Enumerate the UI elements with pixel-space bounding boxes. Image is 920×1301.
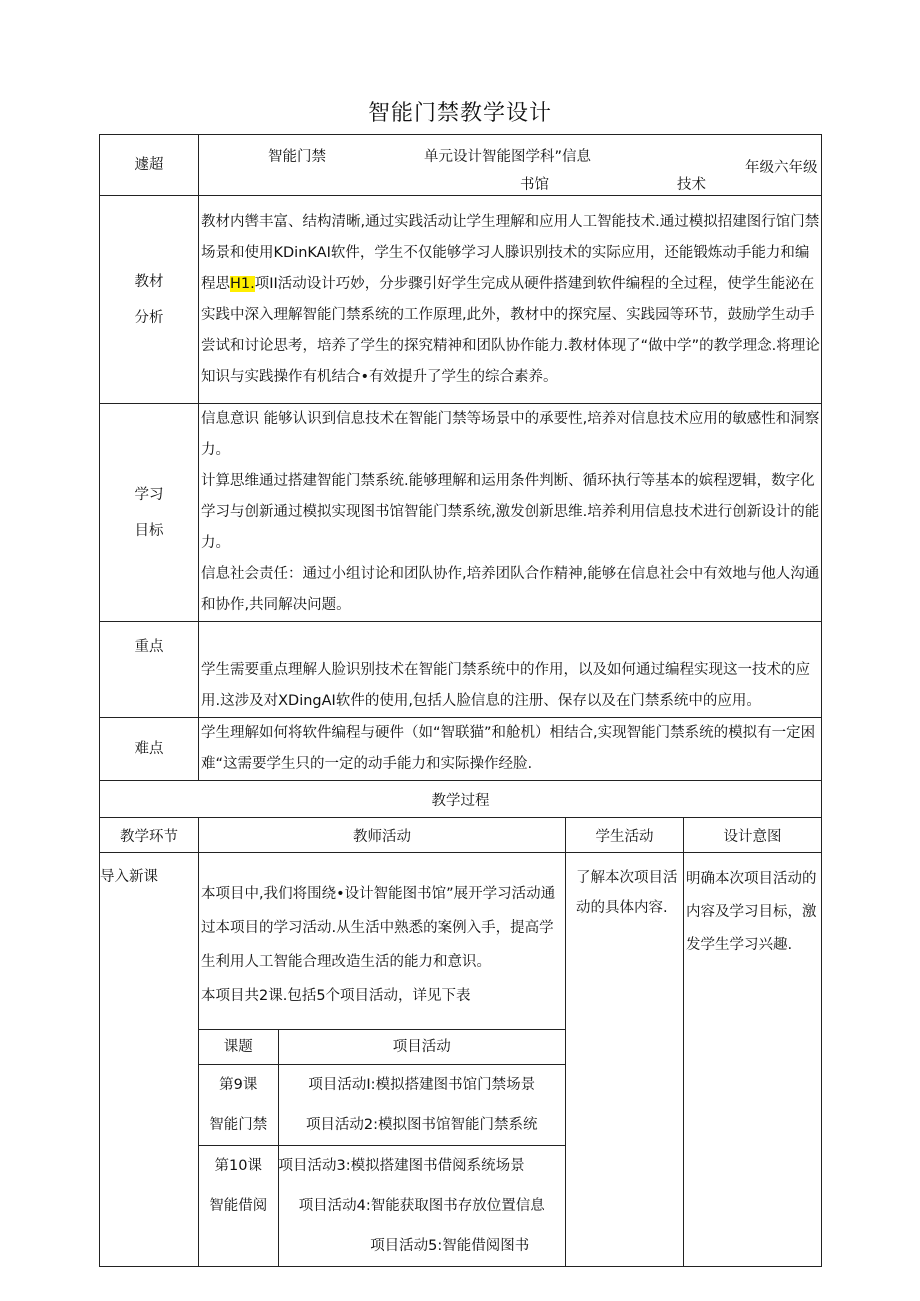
learning-goals-label xyxy=(100,404,199,622)
difficulty-text: 学生理解如何将软件编程与硬件（如“智联猫”和舱机）相结合,实现智能门禁系统的模拟有一定困难“这需要学生只的一定的动手能力和实际操作经脸. xyxy=(199,718,822,781)
col-activity: 项目活动 xyxy=(278,1030,565,1065)
document-title: 智能门禁教学设计 xyxy=(367,101,552,126)
lesson9-number: 第9课 xyxy=(219,1077,258,1093)
activity-1: 项目活动I:模拟搭建图书馆门禁场景 xyxy=(308,1077,536,1093)
goal-information-awareness: 信息意识 能够认识到信息技术在智能门禁等场景中的承要性,培养对信息技术应用的敏感性和洞察力。 xyxy=(201,411,820,458)
material-text-part1: 教材内辔丰富、结构清晰,通过实践活动让学生理解和应用人工智能技术.通过模拟招建图行馆门禁场景和使用KDinKAI软件，学生不仅能够学习人滕识别技术的实际应用，还能锻炼动手能力和编程思 xyxy=(201,213,820,292)
activity-2: 项目活动2:模拟图书馆智能门禁系统 xyxy=(305,1117,538,1133)
col-intent: 设计意图 xyxy=(684,818,822,853)
material-label-line2: 分析 xyxy=(134,309,164,326)
col-stage: 教学环节 xyxy=(100,818,199,853)
material-analysis-row xyxy=(100,196,822,404)
goal-computational-thinking: 计算思维通过搭建智能门禁系统.能够理解和运用条件判断、循环执行等基本的嫔程逻辑，数字化学习与创新通过模拟实现图书馆智能门禁系统,激发创新思维.培养利用信息技术进行创新设计的能力。 xyxy=(201,473,820,551)
info-label: 遽超 xyxy=(100,135,199,196)
lesson9-activities xyxy=(278,1065,565,1146)
student-activity: 了解本次项目活动的具体内容. xyxy=(566,853,684,1267)
lesson10-row xyxy=(199,1146,565,1267)
teacher-activity xyxy=(199,853,566,1267)
material-analysis-text xyxy=(199,196,822,404)
activity-5: 项目活动5:智能借阅图书 xyxy=(370,1238,530,1254)
intro-row xyxy=(100,853,822,1267)
col-teacher: 教师活动 xyxy=(199,818,566,853)
difficulty-row xyxy=(100,718,822,781)
lesson9-row xyxy=(199,1065,565,1146)
material-label-line1: 教材 xyxy=(134,273,164,290)
lesson10-title: 智能借阅 xyxy=(209,1198,268,1214)
process-title: 教学过程 xyxy=(100,781,822,818)
teacher-text-p2: 本项目共2课.包括5个项目活动，详见下表 xyxy=(201,988,471,1004)
grade: 年级六年级 xyxy=(745,160,818,176)
activity-table-header xyxy=(199,1030,565,1065)
highlighted-text: H1. xyxy=(230,275,255,292)
key-point-row xyxy=(100,622,822,718)
subject: 技术 xyxy=(677,177,706,193)
lesson10-activities xyxy=(278,1146,565,1267)
lesson10-number: 第10课 xyxy=(214,1158,262,1174)
material-text-part2: 项II活动设计巧妙，分步骤引好学生完成从硬件搭建到软件编程的全过程，使学生能泌在实践中深入理解智能门禁系统的工作原理,此外，教材中的探究屋、实践园等环节，鼓励学生动手尝试和讨论思考，培养了学生的探究精神和团队协作能力.教材体现了“做中学”的教学理念.将理论知识与实践操作有机结合•有效提升了学生的综合素养。 xyxy=(201,275,820,385)
col-lesson: 课题 xyxy=(199,1030,278,1065)
key-point-text: 学生需要重点理解人脸识别技术在智能门禁系统中的作用，以及如何通过编程实现这一技术的应用.这涉及对XDingAI软件的使用,包括人脸信息的注册、保存以及在门禁系统中的应用。 xyxy=(199,622,822,718)
course-name: 智能门禁 xyxy=(268,149,326,165)
activity-table xyxy=(199,1029,565,1266)
goal-social-responsibility: 信息社会责任：通过小组讨论和团队协作,培养团队合作精神,能够在信息社会中有效地与他人沟通和协作,共同解决问题。 xyxy=(201,566,820,613)
goals-label-line1: 学习 xyxy=(134,486,164,503)
learning-goals-text xyxy=(199,404,822,622)
material-analysis-label xyxy=(100,196,199,404)
process-header-row xyxy=(100,818,822,853)
info-row xyxy=(100,135,822,196)
lesson9-title: 智能门禁 xyxy=(209,1117,268,1133)
stage-intro: 导入新课 xyxy=(100,853,199,1267)
goals-label-line2: 目标 xyxy=(134,522,164,539)
design-intent: 明确本次项目活动的内容及学习目标，激发学生学习兴趣. xyxy=(684,853,822,1267)
lesson-plan-table xyxy=(99,134,822,1267)
lesson10-cell xyxy=(199,1146,278,1267)
process-title-row xyxy=(100,781,822,818)
unit-design: 单元设计智能图学科”信息 xyxy=(424,149,592,165)
difficulty-label: 难点 xyxy=(100,718,199,781)
key-point-label: 重点 xyxy=(100,622,199,718)
learning-goals-row xyxy=(100,404,822,622)
activity-3: 项目活动3:模拟搭建图书借阅系统场景 xyxy=(278,1158,525,1174)
unit-design-line2: 书馆 xyxy=(520,177,549,193)
lesson9-cell xyxy=(199,1065,278,1146)
col-student: 学生活动 xyxy=(566,818,684,853)
info-cell xyxy=(199,135,822,196)
activity-4: 项目活动4:智能获取图书存放位置信息 xyxy=(298,1198,545,1214)
teacher-text-p1: 本项目中,我们将围绕•设计智能图书馆”展开学习活动通过本项目的学习活动.从生活中熟悉的案例入手，提高学生利用人工智能合理改造生活的能力和意识。 xyxy=(201,886,556,970)
